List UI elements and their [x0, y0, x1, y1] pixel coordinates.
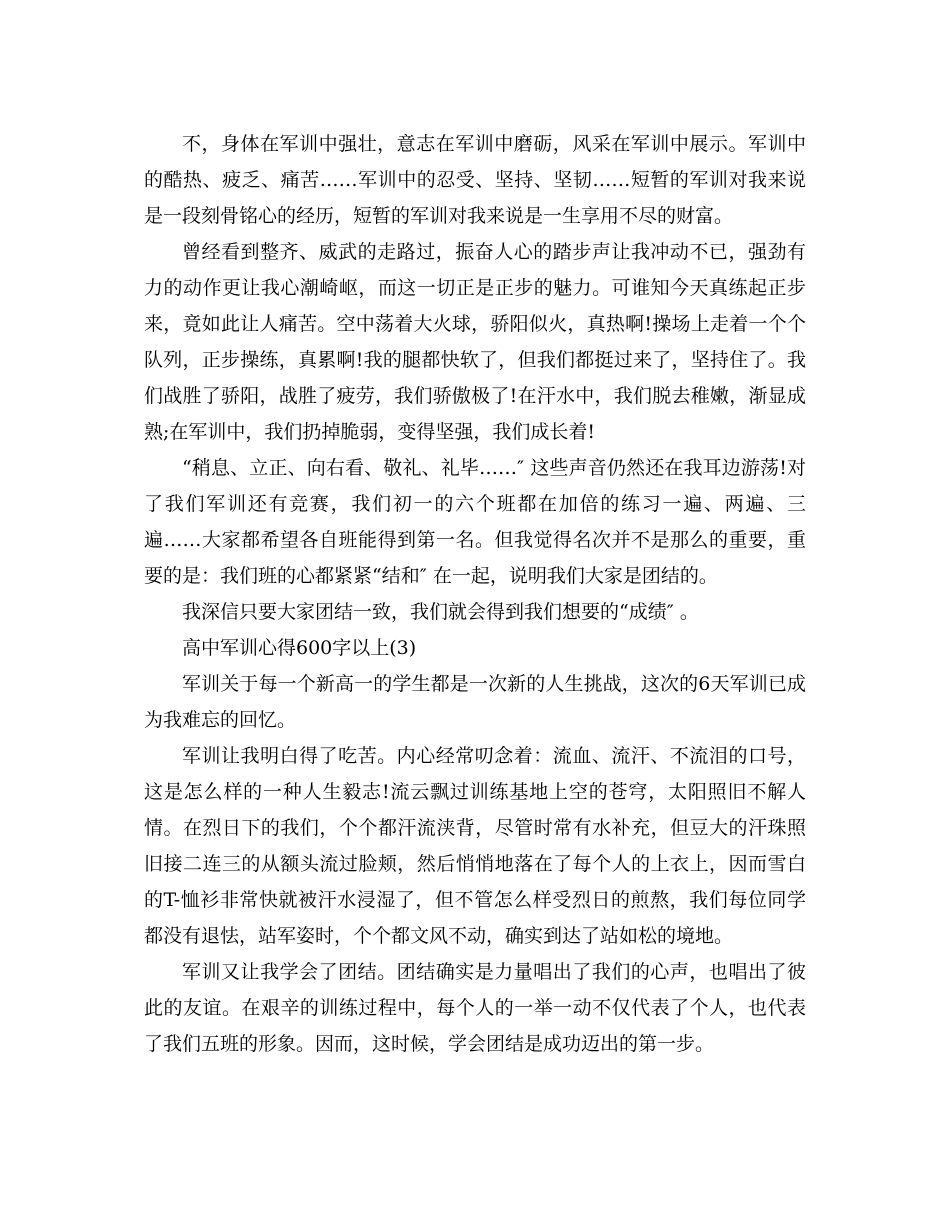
paragraph-1: 不，身体在军训中强壮，意志在军训中磨砺，风采在军训中展示。军训中的酷热、疲乏、痛苦……军训中的忍受、坚持、坚韧……短暂的军训对我来说是一段刻骨铭心的经历，短暂的军训对我来说是一生享用不尽的财富。: [144, 133, 806, 227]
document-body: [144, 126, 806, 1062]
paragraph-6: 军训让我明白得了吃苦。内心经常叨念着：流血、流汗、不流泪的口号，这是怎么样的一种人生毅志!流云飘过训练基地上空的苍穹，太阳照旧不解人情。在烈日下的我们，个个都汗流浃背，尽管时常有水补充，但豆大的汗珠照旧接二连三的从额头流过脸颊，然后悄悄地落在了每个人的上衣上，因而雪白的T-恤衫非常快就被汗水浸湿了，但不管怎么样受烈日的煎熬，我们每位同学都没有退怯，站军姿时，个个都文风不动，确实到达了站如松的境地。: [144, 745, 806, 947]
paragraph-5: 军训关于每一个新高一的学生都是一次新的人生挑战，这次的6天军训已成为我难忘的回忆。: [144, 673, 806, 731]
paragraph-3: “稍息、立正、向右看、敬礼、礼毕……″ 这些声音仍然还在我耳边游荡!对了我们军训还有竞赛，我们初一的六个班都在加倍的练习一遍、两遍、三遍……大家都希望各自班能得到第一名。但我觉得名次并不是那么的重要，重要的是：我们班的心都紧紧“结和″ 在一起，说明我们大家是团结的。: [144, 457, 806, 587]
paragraph-4: 我深信只要大家团结一致，我们就会得到我们想要的“成绩″ 。: [182, 601, 699, 623]
paragraph-2: 曾经看到整齐、威武的走路过，振奋人心的踏步声让我冲动不已，强劲有力的动作更让我心潮崎岖，而这一切正是正步的魅力。可谁知今天真练起正步来，竟如此让人痛苦。空中荡着大火球，骄阳似火，真热啊!操场上走着一个个队列，正步操练，真累啊!我的腿都快软了，但我们都挺过来了，坚持住了。我们战胜了骄阳，战胜了疲劳，我们骄傲极了!在汗水中，我们脱去稚嫩，渐显成熟;在军训中，我们扔掉脆弱，变得坚强，我们成长着!: [144, 241, 806, 443]
paragraph-7: 军训又让我学会了团结。团结确实是力量唱出了我们的心声，也唱出了彼此的友谊。在艰辛的训练过程中，每个人的一举一动不仅代表了个人，也代表了我们五班的形象。因而，这时候，学会团结是成功迈出的第一步。: [144, 961, 806, 1055]
section-heading: 高中军训心得600字以上(3): [182, 637, 417, 659]
